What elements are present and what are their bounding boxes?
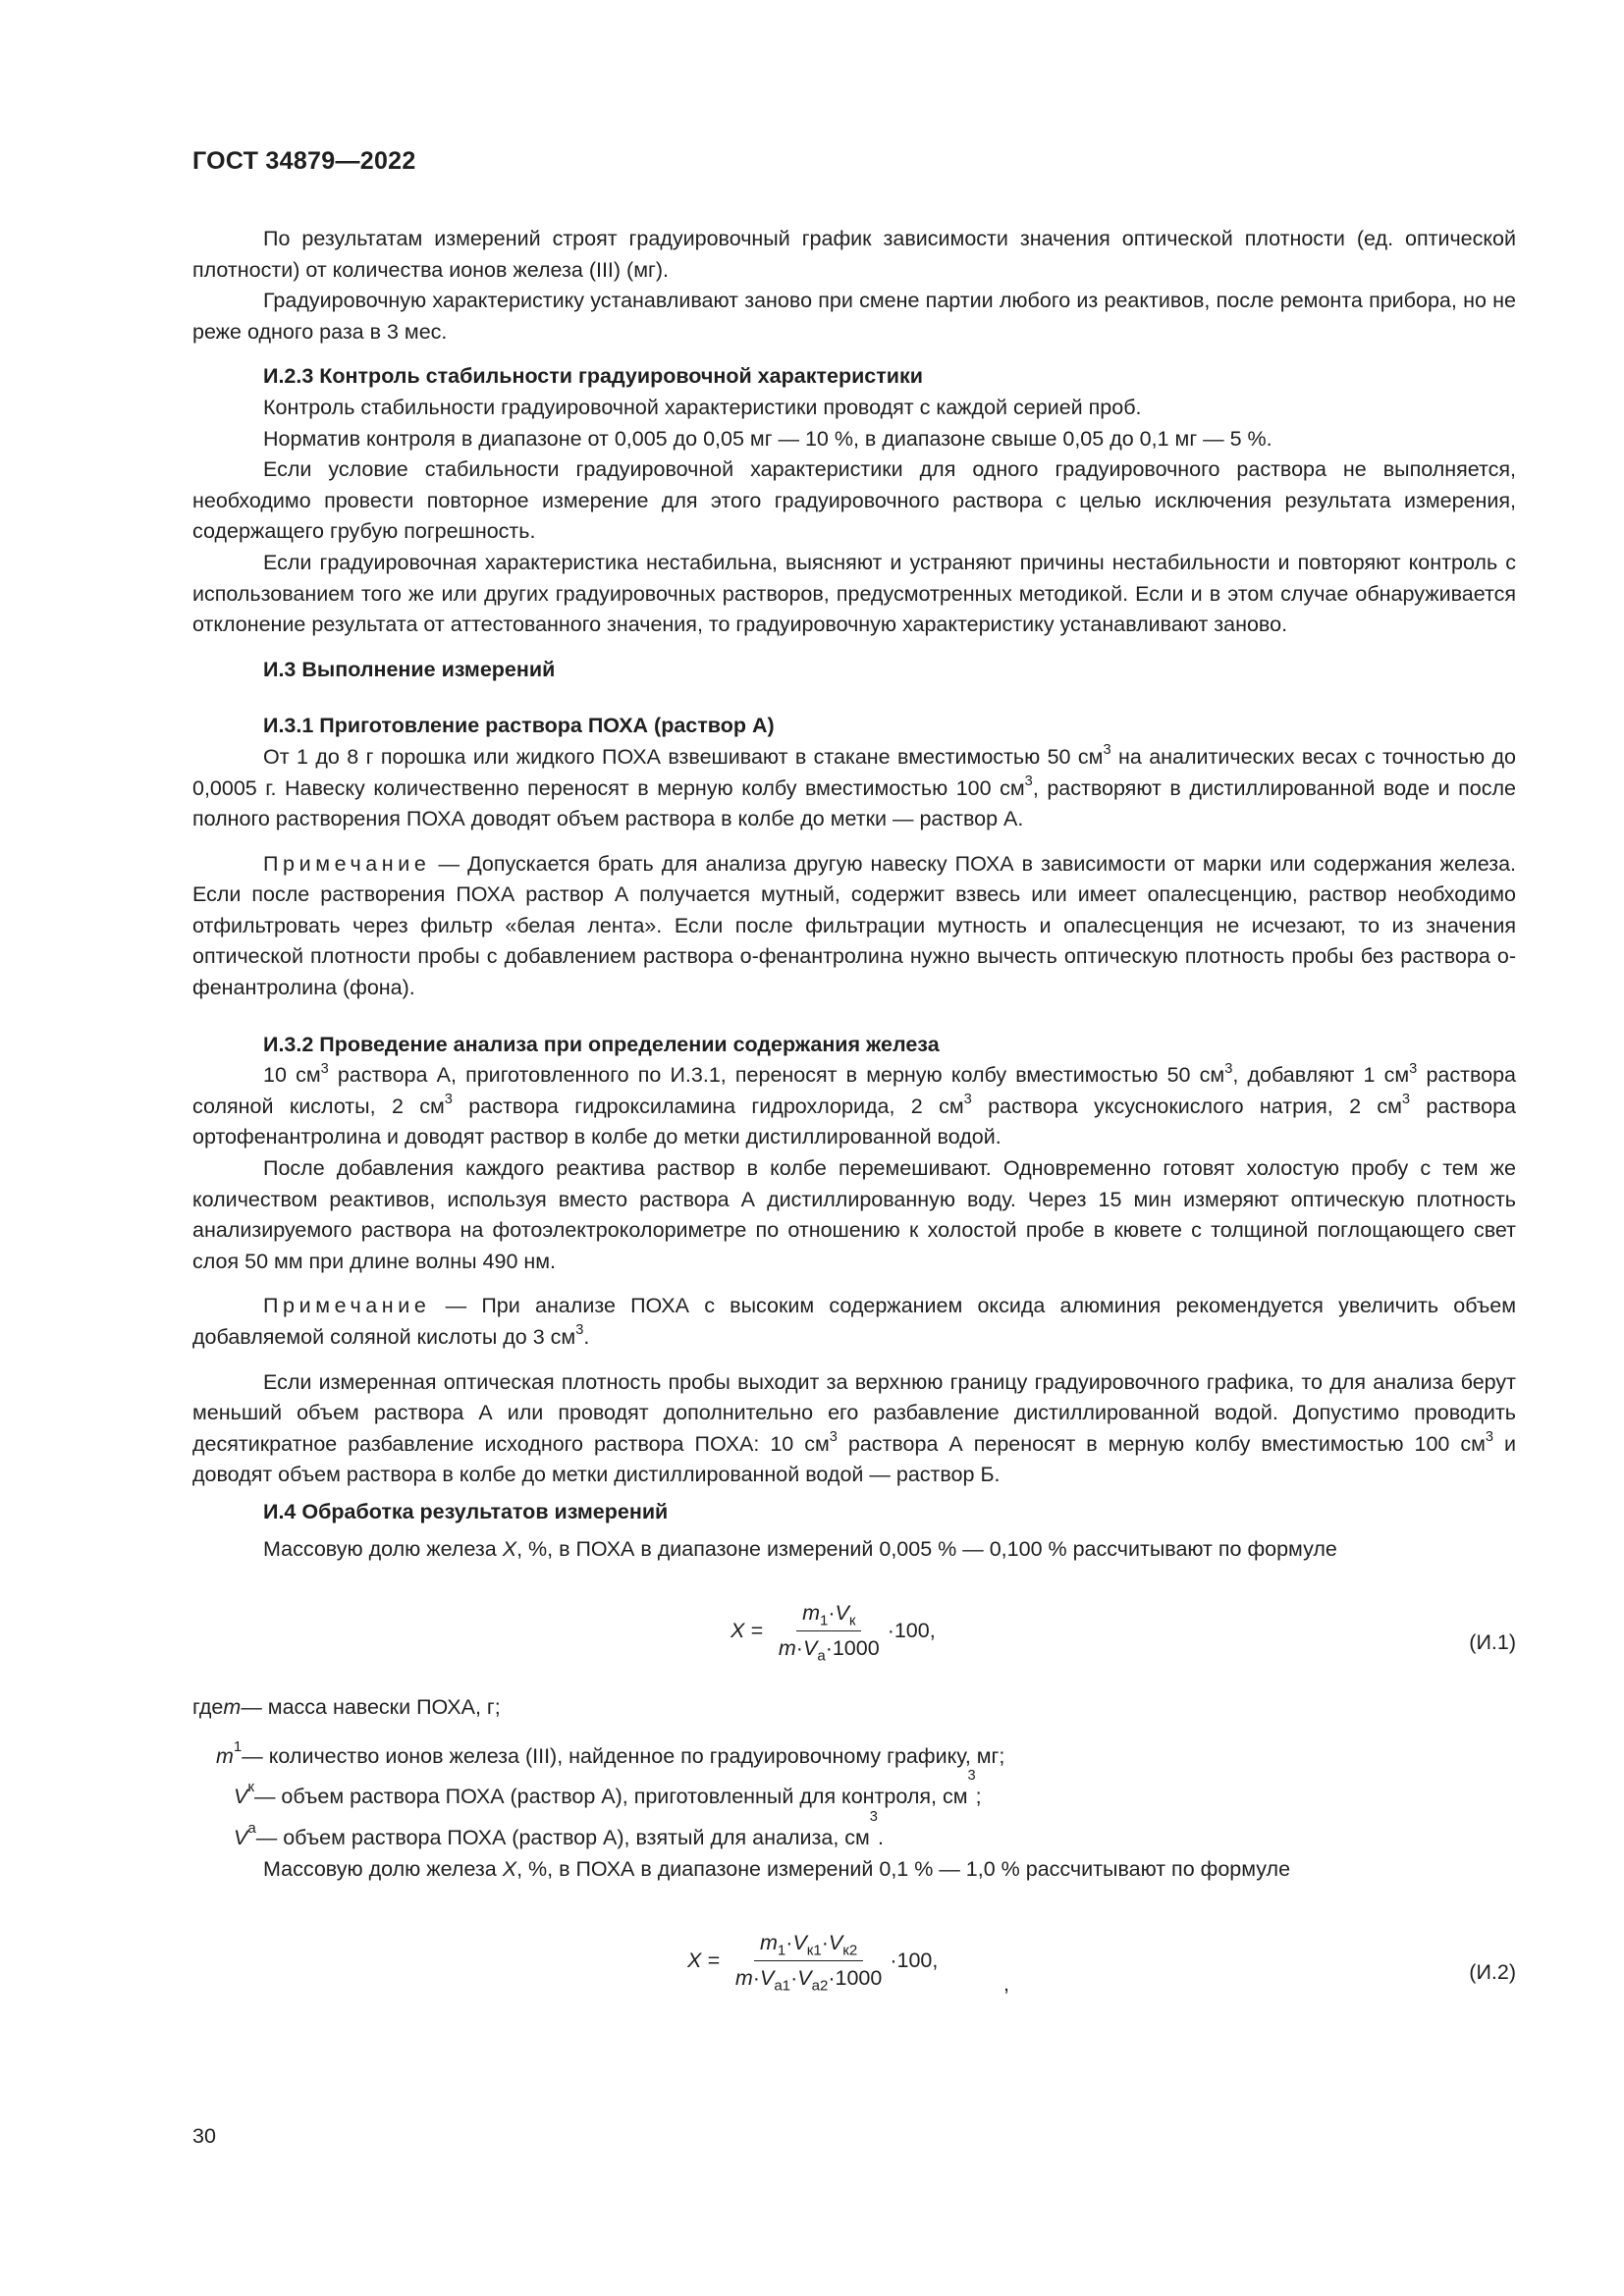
document-id: ГОСТ 34879—2022 <box>192 147 416 175</box>
note-label: Примечание <box>263 1294 431 1318</box>
formula-i1: X = $\frac{m_1\cdot V_к}{m\cdot V_а\cdot 1000}$ ·100, (И.1) <box>192 1578 1516 1681</box>
legend-item-vk: V $_к$ — объем раствора ПОХА (раствор А), приготовленный для контроля, см $^3$ ; <box>234 1768 982 1809</box>
page-number: 30 <box>192 2124 216 2148</box>
note-label: Примечание <box>263 851 431 876</box>
paragraph: 10 $см^3$ раствора А, приготовленного по И.3.1, переносят в мерную колбу вместимостью 50 $см^3$, добавляют 1 $см^3$ раствора соляной кислоты, 2 $см^3$ раствора гидроксиламина гидрохлорида, 2 $см^3$ раствора уксуснокислого натрия, 2 $см^3$ раствора ортофенантролина и доводят раствор в колбе до метки дистиллированной водой. <box>192 1060 1517 1149</box>
paragraph: Норматив контроля в диапазоне от 0,005 до 0,05 мг — 10 %, в диапазоне свыше 0,05 до 0,1 мг — 5 %. <box>263 426 1272 451</box>
section-heading-i4: И.4 Обработка результатов измерений <box>263 1499 669 1523</box>
document-body <box>192 224 1516 2010</box>
section-heading-i32: И.3.2 Проведение анализа при определении содержания железа <box>263 1032 940 1056</box>
paragraph: Массовую долю железа X, %, в ПОХА в диапазоне измерений 0,005 % — 0,100 % рассчитывают по формуле <box>263 1536 1337 1561</box>
formula-stray-comma: , <box>1003 1972 1009 1997</box>
paragraph: Градуировочную характеристику устанавливают заново при смене партии любого из реактивов, после ремонта прибора, но не реже одного раза в 3 мес. <box>192 289 1516 344</box>
paragraph: От 1 до 8 г порошка или жидкого ПОХА взвешивают в стакане вместимостью 50 $см^3$ на аналитических весах с точностью до 0,0005 г. Навеску количественно переносят в мерную колбу вместимостью 100 $см^3$, растворяют в дистиллированной воде и после полного растворения ПОХА доводят объем раствора в колбе до метки — раствор А. <box>192 742 1516 831</box>
formula-fraction: $\frac{m_1\cdot V_к}{m\cdot V_а\cdot 1000}$ <box>773 1598 886 1664</box>
paragraph: Если измеренная оптическая плотность пробы выходит за верхнюю границу градуировочного графика, то для анализа берут меньший объем раствора А или проводят дополнительно его разбавление дистиллированной водой. Допустимо проводить десятикратное разбавление исходного раствора ПОХА: 10 $см^3$ раствора А переносят в мерную колбу вместимостью 100 $см^3$ и доводят объем раствора в колбе до метки дистиллированной водой — раствор Б. <box>192 1369 1516 1487</box>
section-heading-i23: И.2.3 Контроль стабильности градуировочной характеристики <box>263 364 923 389</box>
equation-number: (И.2) <box>1469 1960 1516 1985</box>
note-paragraph: Примечание — Допускается брать для анализа другую навеску ПОХА в зависимости от марки или содержания железа. Если после растворения ПОХА раствор А получается мутный, содержит взвесь или имеет опалесценцию, раствор необходимо отфильтровать через фильтр «белая лента». Если после фильтрации мутность и опалесценция не исчезают, то из значения оптической плотности пробы с добавлением раствора о-фенантролина нужно вычесть оптическую плотность пробы без раствора о-фенантролина (фона). <box>192 851 1516 1000</box>
paragraph: После добавления каждого реактива раствор в колбе перемешивают. Одновременно готовят холостую пробу с тем же количеством реактивов, используя вместо раствора А дистиллированную воду. Через 15 мин измеряют оптическую плотность анализируемого раствора на фотоэлектроколориметре по отношению к холостой пробе в кювете с толщиной поглощающего свет слоя 50 мм при длине волны 490 нм. <box>192 1156 1516 1273</box>
legend-item-m1: m $_1$ — количество ионов железа (III), найденное по градуировочному графику, мг; <box>216 1737 1005 1768</box>
formula-i2: X = $\frac{m_1\cdot V_{к1}\cdot V_{к2}}{m\cdot V_{а1}\cdot V_{а2}\cdot 1000}$ ·100, , (И.2) <box>192 1908 1516 2010</box>
section-heading-i3: И.3 Выполнение измерений <box>263 657 556 681</box>
paragraph: Если градуировочная характеристика нестабильна, выясняют и устраняют причины нестабильности и повторяют контроль с использованием того же или других градуировочных растворов, предусмотренных методикой. Если и в этом случае обнаруживается отклонение результата от аттестованного значения, то градуировочную характеристику устанавливают заново. <box>192 550 1516 637</box>
equation-number: (И.1) <box>1469 1630 1516 1655</box>
formula-fraction: $\frac{m_1\cdot V_{к1}\cdot V_{к2}}{m\cdot V_{а1}\cdot V_{а2}\cdot 1000}$ <box>730 1928 888 1994</box>
section-heading-i31: И.3.1 Приготовление раствора ПОХА (раствор А) <box>263 714 775 738</box>
paragraph: Контроль стабильности градуировочной характеристики проводят с каждой серией проб. <box>263 395 1142 419</box>
legend-item-va: V $_а$ — объем раствора ПОХА (раствор А), взятый для анализа, см $^3$ . <box>234 1808 884 1849</box>
formula-legend <box>192 1692 1516 1853</box>
paragraph: По результатам измерений строят градуировочный график зависимости значения оптической плотности (ед. оптической плотности) от количества ионов железа (III) (мг). <box>192 227 1516 282</box>
paragraph: Если условие стабильности градуировочной характеристики для одного градуировочного раствора не выполняется, необходимо провести повторное измерение для этого градуировочного раствора с целью исключения результата измерения, содержащего грубую погрешность. <box>192 457 1516 544</box>
paragraph: Массовую долю железа X, %, в ПОХА в диапазоне измерений 0,1 % — 1,0 % рассчитывают по формуле <box>263 1856 1291 1881</box>
note-paragraph: Примечание — При анализе ПОХА с высоким содержанием оксида алюминия рекомендуется увеличить объем добавляемой соляной кислоты до 3 $см^3$. <box>192 1294 1516 1349</box>
legend-item-m: где m — масса навески ПОХА, г; <box>192 1695 501 1720</box>
